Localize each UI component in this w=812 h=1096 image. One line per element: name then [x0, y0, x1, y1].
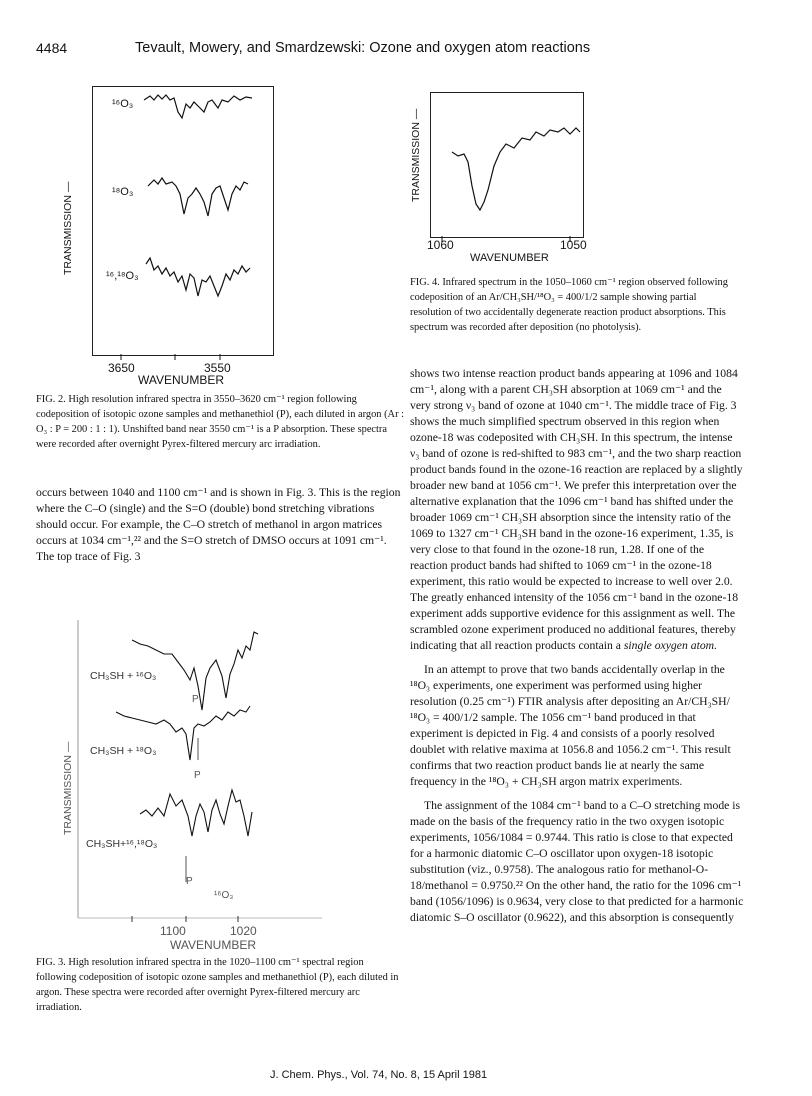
figure-3-xlabel: WAVENUMBER: [170, 938, 257, 952]
figure-2-xlabel: WAVENUMBER: [138, 373, 225, 387]
figure-3-p-marker-2: P: [194, 770, 201, 781]
figure-3-caption: FIG. 3. High resolution infrared spectra in the 1020–1100 cm⁻¹ spectral region following codeposition of isotopic ozone samples and methanethiol (P), each diluted in argon. These spectra were recorded after overnight Pyrex-filtered mercury arc irradiation.: [36, 957, 399, 1013]
figure-4-spectrum: [430, 92, 582, 242]
figure-3-p-marker-1: P: [192, 694, 199, 705]
figure-2-spectra: [92, 86, 272, 356]
figure-3-trace-label-18: CH₃SH + ¹⁸O₃: [90, 745, 157, 757]
figure-3-xtick-1020: 1020: [230, 924, 257, 938]
figure-2-trace-16: [144, 95, 252, 118]
figure-2-xtick-3650: 3650: [108, 361, 135, 375]
page-number: 4484: [36, 40, 68, 56]
right-paragraph-2: In an attempt to prove that two bands accidentally overlap in the ¹⁸O₃ experiments, one experiment was performed using higher resolution (0.25 cm⁻¹) FTIR analysis after depositing an Ar/CH₃SH/¹⁸O₃ = 400/1/2 sample. The 1056 cm⁻¹ band produced in that experiment is depicted in Fig. 4 and consists of a poorly resolved doublet with relative maxima at 1056.8 and 1056.2 cm⁻¹. This result confirms that two reaction product bands lie at nearly the same frequency in the ¹⁸O₃ + CH₃SH argon matrix experiments.: [410, 663, 731, 788]
right-column: [410, 366, 744, 926]
figure-3-p-marker-3: P: [186, 876, 193, 887]
figure-2-xtick-3550: 3550: [204, 361, 231, 375]
figure-3-ylabel: TRANSMISSION —: [62, 741, 74, 835]
journal-citation: J. Chem. Phys., Vol. 74, No. 8, 15 April 1981: [270, 1069, 488, 1081]
figure-4-trace: [452, 128, 580, 210]
running-title: Tevault, Mowery, and Smardzewski: Ozone and oxygen atom reactions: [135, 40, 591, 56]
figure-3-trace-mixed: [140, 790, 252, 836]
figure-2-trace-label-mixed: ¹⁶,¹⁸O₃: [106, 270, 139, 282]
left-column-paragraph: [36, 485, 406, 565]
figure-3-trace-label-16: CH₃SH + ¹⁶O₃: [90, 670, 157, 682]
figure-2-trace-mixed: [146, 258, 250, 296]
figure-4-xtick-1050: 1050: [560, 238, 587, 252]
figure-4-caption: FIG. 4. Infrared spectrum in the 1050–1060 cm⁻¹ region observed following codeposition of an Ar/CH₃SH/¹⁸O₃ = 400/1/2 sample showing partial resolution of two accidentally degenerate reaction product absorptions. This spectrum was recorded after deposition (no photolysis).: [410, 277, 728, 333]
figure-3-xtick-1100: 1100: [160, 924, 186, 938]
figure-3-trace-18: [116, 706, 250, 760]
figure-4-ylabel: TRANSMISSION —: [410, 108, 422, 202]
single-oxygen-emphasis: single oxygen atom.: [623, 639, 718, 652]
paragraph-text: occurs between 1040 and 1100 cm⁻¹ and is shown in Fig. 3. This is the region where the C–O (single) and the S=O (double) bond stretching vibrations should occur. For example, the C–O stretch of methanol in argon matrices occurs at 1034 cm⁻¹,²² and the S=O stretch of DMSO occurs at 1091 cm⁻¹. The top trace of Fig. 3: [36, 486, 401, 563]
figure-2-ylabel: TRANSMISSION —: [62, 181, 74, 275]
right-paragraph-3: The assignment of the 1084 cm⁻¹ band to a C–O stretching mode is made on the basis of the frequency ratio in the two oxygen isotopic experiments, 1056/1084 = 0.9744. This ratio is close to that expected for a harmonic diatomic C–O oscillator upon oxygen-18 isotopic substitution (viz., 0.9758). The analogous ratio for methanol-O-18/methanol = 0.9750.²² On the other hand, the ratio for the 1096 cm⁻¹ band (1056/1096) is 0.9634, very close to that predicted for a harmonic diatomic S–O oscillator (0.9622), and this absorption is consequently: [410, 799, 744, 924]
figure-2-trace-label-18: ¹⁸O₃: [112, 186, 134, 198]
right-paragraph-1: shows two intense reaction product bands appearing at 1096 and 1084 cm⁻¹, along with a parent CH₃SH absorption at 1069 cm⁻¹ and the very strong ν₃ band of ozone at 1040 cm⁻¹. The middle trace of Fig. 3 shows the much simplified spectrum observed in this region when ozone-18 was codeposited with CH₃SH. In this spectrum, the intense ν₃ band of ozone is red-shifted to 983 cm⁻¹, and the two sharp reaction product bands found in the ozone-16 reaction are replaced by a slightly broader new band at 1056 cm⁻¹. We prefer this interpretation over the alternative explanation that the 1096 cm⁻¹ band has shifted under the broader 1069 cm⁻¹ CH₃SH absorption since the intensity ratio of the 1069 to 1327 cm⁻¹ CH₃SH band in the ozone-16 experiment, 1.35, is very close to that found in the ozone-18 run, 1.28. If one of the reaction product bands had shifted to 1069 cm⁻¹ in the ozone-18 experiment, this ratio would be expected to increase to well over 2.0. The greatly enhanced intensity of the 1056 cm⁻¹ band in the ozone-18 experiment adds supportive evidence for this assignment as well. The scrambled ozone experiment produced no additional features, thereby indicating that all reaction products contain a single oxygen atom.: [410, 367, 743, 652]
figure-3-trace-label-mixed: CH₃SH+¹⁶,¹⁸O₃: [86, 838, 158, 850]
figure-4-xtick-1060: 1060: [427, 238, 454, 252]
figure-2-trace-label-16: ¹⁶O₃: [112, 98, 134, 110]
figure-4-xlabel: WAVENUMBER: [470, 252, 549, 264]
figure-3-ozone-marker: ¹⁶O₃: [214, 890, 234, 901]
figure-2-caption: FIG. 2. High resolution infrared spectra in 3550–3620 cm⁻¹ region following codeposition of isotopic ozone samples and methanethiol (P), each diluted in argon (Ar : O₃ : P = 200 : 1 : 1). Unshifted band near 3550 cm⁻¹ is a P absorption. These spectra were recorded after overnight Pyrex-filtered mercury arc irradiation.: [36, 394, 405, 450]
figure-2-trace-18: [148, 178, 248, 216]
